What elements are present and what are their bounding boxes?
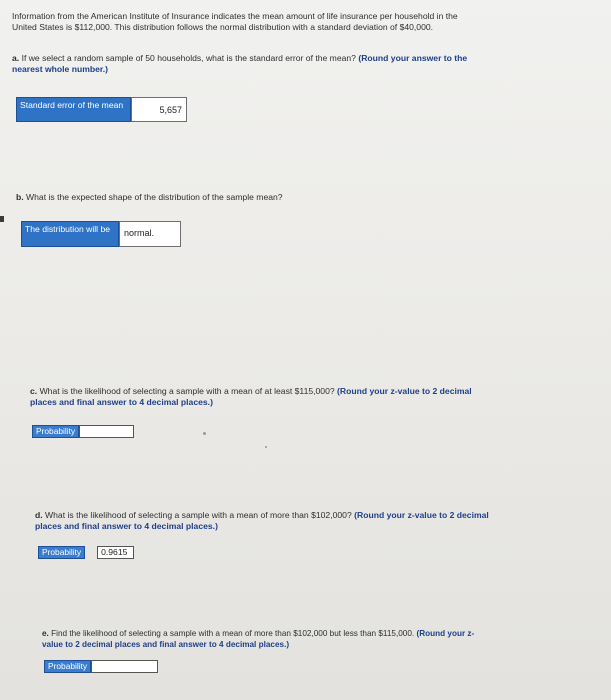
intro-paragraph xyxy=(12,11,602,33)
speck xyxy=(265,446,267,448)
question-c-note-1: (Round your z-value to 2 decimal xyxy=(337,386,472,396)
probability-input-d[interactable]: 0.9615 xyxy=(97,546,134,559)
question-d-label: d. xyxy=(35,510,43,520)
question-b-label: b. xyxy=(16,192,24,202)
answer-row-c xyxy=(32,425,134,438)
probability-input-e[interactable] xyxy=(91,660,158,673)
answer-row-d xyxy=(38,546,134,559)
question-a-note-1: (Round your answer to the xyxy=(358,53,468,63)
answer-label-d: Probability xyxy=(38,546,85,559)
question-e-label: e. xyxy=(42,629,49,638)
question-e xyxy=(42,628,602,650)
question-a-text: If we select a random sample of 50 households, what is the standard error of the mean? xyxy=(21,53,356,63)
edge-marker xyxy=(0,216,4,222)
answer-row-b xyxy=(21,221,181,247)
question-a-label: a. xyxy=(12,53,20,63)
question-e-note-2: value to 2 decimal places and final answer to 4 decimal places.) xyxy=(42,640,290,649)
question-d-text: What is the likelihood of selecting a sample with a mean of more than $102,000? xyxy=(45,510,352,520)
answer-label-a: Standard error of the mean xyxy=(16,97,131,122)
question-b xyxy=(16,192,596,203)
answer-row-a xyxy=(16,97,187,122)
standard-error-input[interactable]: 5,657 xyxy=(131,97,187,122)
question-e-text: Find the likelihood of selecting a sample with a mean of more than $102,000 but less than $115,000. xyxy=(51,629,415,638)
answer-label-c: Probability xyxy=(32,425,79,438)
question-e-note-1: (Round your z- xyxy=(416,629,475,638)
answer-label-b: The distribution will be xyxy=(21,221,119,247)
intro-line-1: Information from the American Institute of Insurance indicates the mean amount of life insurance per household in the xyxy=(12,11,458,21)
question-b-text: What is the expected shape of the distribution of the sample mean? xyxy=(26,192,283,202)
distribution-shape-select[interactable]: normal. xyxy=(119,221,181,247)
answer-row-e xyxy=(44,660,158,673)
question-d-note-1: (Round your z-value to 2 decimal xyxy=(354,510,489,520)
question-c-text: What is the likelihood of selecting a sample with a mean of at least $115,000? xyxy=(39,386,335,396)
question-a-note-2: nearest whole number.) xyxy=(12,64,108,74)
question-d-note-2: places and final answer to 4 decimal places.) xyxy=(35,521,218,531)
question-c xyxy=(30,386,590,408)
question-a xyxy=(12,53,602,75)
question-c-label: c. xyxy=(30,386,38,396)
question-c-note-2: places and final answer to 4 decimal places.) xyxy=(30,397,213,407)
question-d xyxy=(35,510,595,532)
speck xyxy=(203,432,206,435)
intro-line-2: United States is $112,000. This distribution follows the normal distribution with a standard deviation of $40,000. xyxy=(12,22,434,32)
probability-input-c[interactable] xyxy=(79,425,134,438)
answer-label-e: Probability xyxy=(44,660,91,673)
